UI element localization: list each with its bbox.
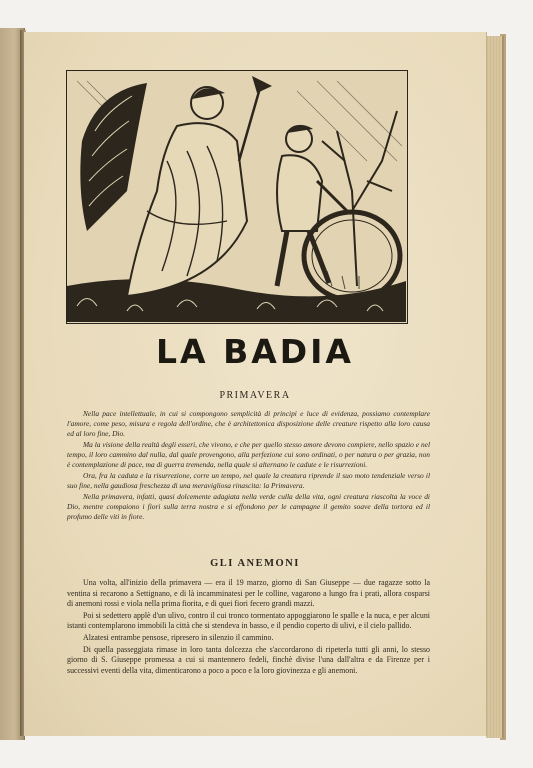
section-heading-primavera: PRIMAVERA [219,390,291,401]
woodcut-angel-and-child-with-hoop-icon [67,71,406,322]
paragraph: Nella primavera, infatti, quasi dolcemente adagiata nella verde culla della vita, ogni creatura riascolta la voce di Dio, mentre compaiono i fiori sulla terra nostra e si effondono per le campagne il gemito soave della tortora ed il profumo delle viti in fiore. [67,492,430,521]
paragraph: Alzatesi entrambe pensose, ripresero in silenzio il cammino. [83,632,274,642]
primavera-text [67,409,430,523]
woodcut-illustration [66,70,408,324]
page-edges [486,36,504,738]
anemoni-text [67,578,430,677]
paragraph: Una volta, all'inizio della primavera — era il 19 marzo, giorno di San Giuseppe — due ragazze sotto la ventina si recarono a Settignano, e di là incamminatesi per le colline, vagarono a lungo fra i prati, allora cosparsi di anemoni rossi e viola nella prima fiorita, e di quei fiori fecero grandi mazzi. [67,578,430,609]
section-heading-anemoni: GLI ANEMONI [210,558,300,569]
paragraph: Di quella passeggiata rimase in loro tanta dolcezza che s'accordarono di ripeterla tutti gli anni, lo stesso giorno di S. Giuseppe promessa a cui si mantennero fedeli, finchè divise l'una dall'altra e da Firenze per i successivi eventi della vita, dimenticarono a poco a poco e la loro giovinezza e gli anemoni. [67,644,430,675]
paragraph: Ma la visione della realtà degli esseri, che vivono, e che per quello stesso amore devono compiere, nello spazio e nel tempo, il loro cammino dal nulla, dal quale provengono, alla perfezione cui sono ordinati, o per natura o per grazia, non è contemplazione di pace, ma di guerra tremenda, nella quale si alternano le cadute e le risurrezioni. [67,440,430,469]
paragraph: Poi si sedettero applè d'un ulivo, contro il cui tronco tormentato appoggiarono le spalle e la nuca, e per alcuni istanti contemplarono immobili la città che si stendeva in basso, e il pendio coperto di ulivi, e il cielo pallido. [67,610,430,631]
paragraph: Ora, fra la caduta e la risurrezione, corre un tempo, nel quale la creatura riprende il suo moto tendenziale verso il suo fine, nella gaudiosa freschezza di una meravigliosa rinascita: la Primavera. [67,471,430,490]
paragraph: Nella pace intellettuale, in cui si compongono semplicità di principi e luce di evidenza, possiamo contemplare l'amore, come peso, misura e regola dell'ordine, che è architettonica disposizione delle creature rispetto alla loro causa ed al loro fine, Dio. [67,409,430,438]
page-title: LA BADIA [156,332,354,371]
